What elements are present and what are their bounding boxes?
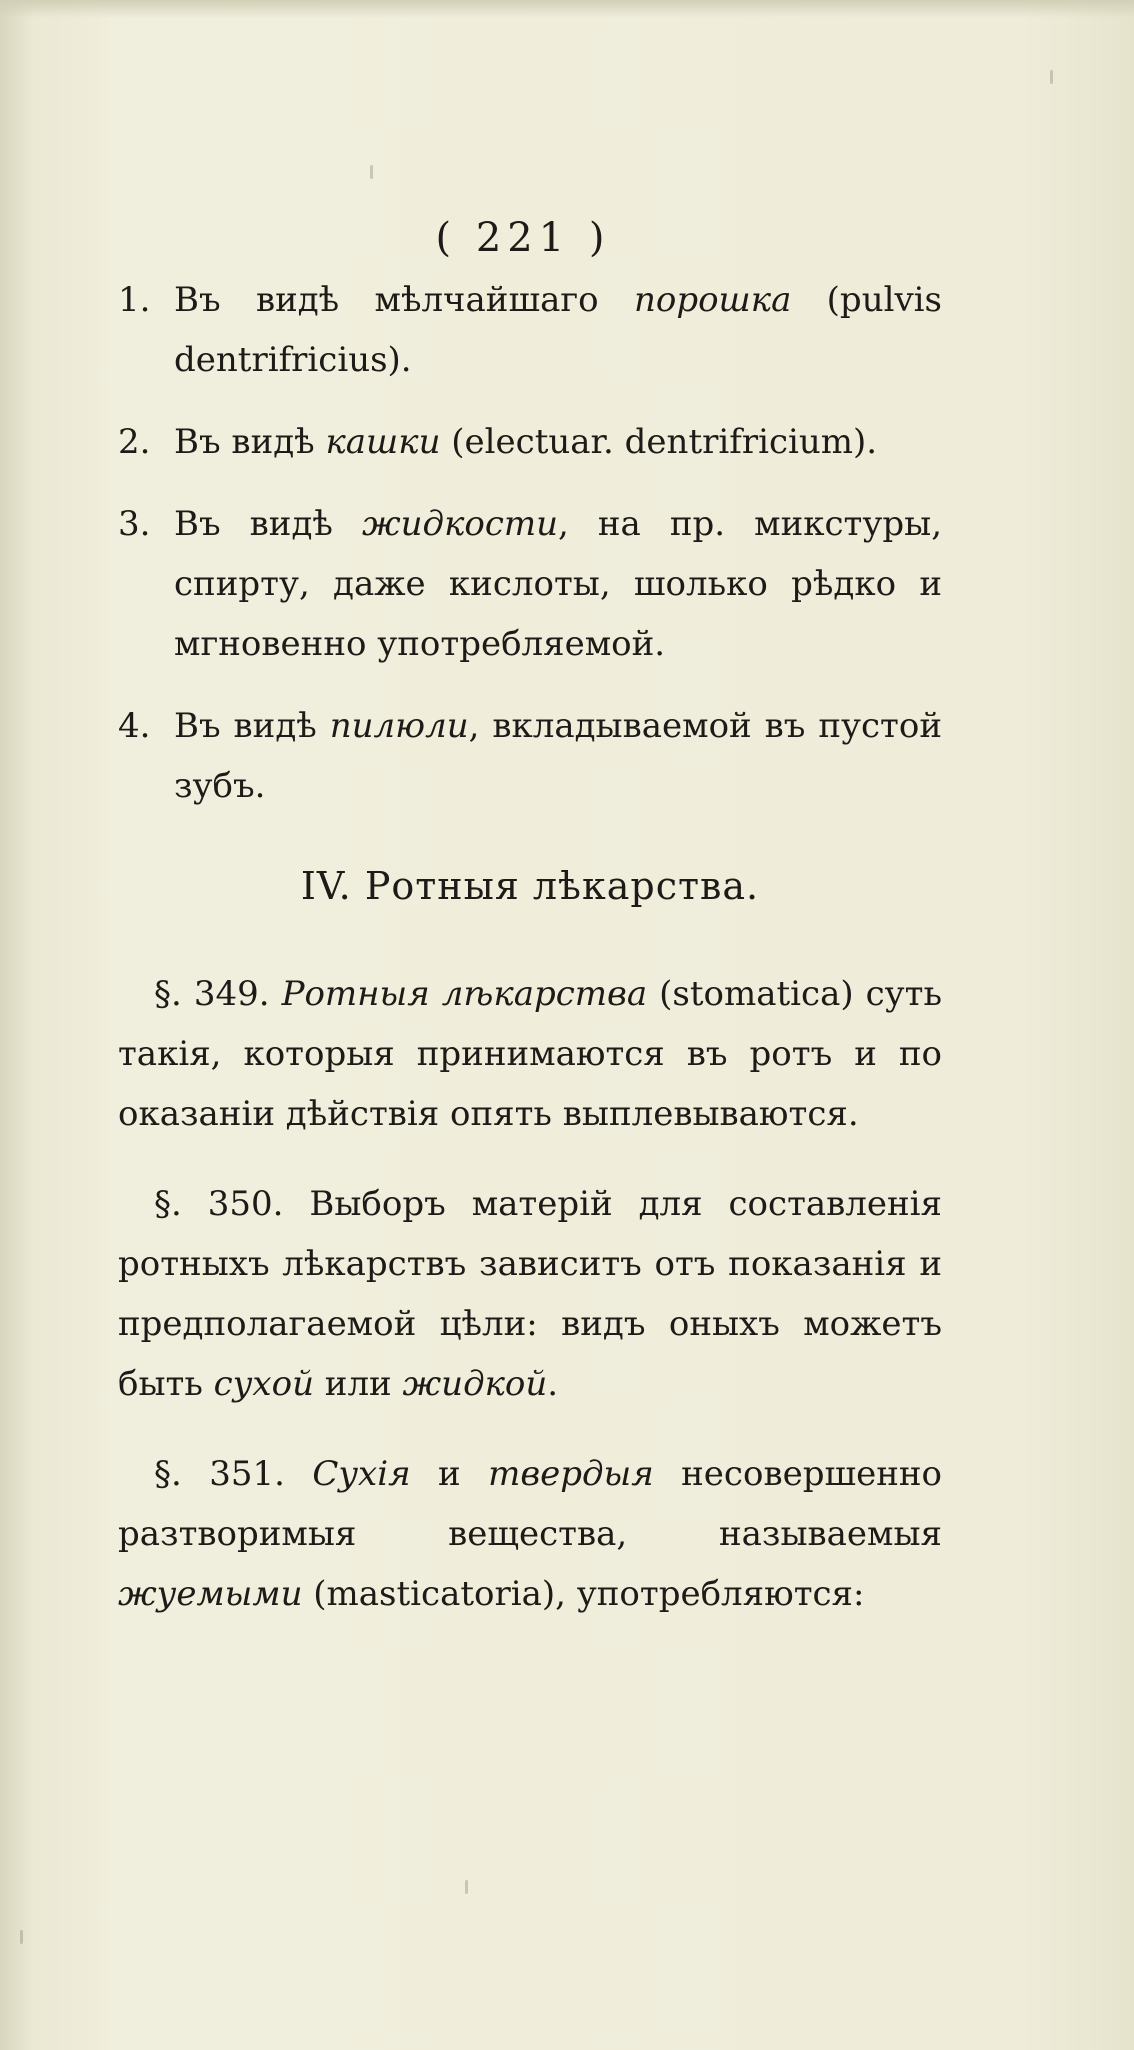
list-item-emphasis: пилюли bbox=[329, 706, 469, 746]
list-item-text-part: Въ видѣ bbox=[174, 504, 362, 544]
paragraph-text: §. 350. Выборъ матерій для составленія ротныхъ лѣкарствъ зависитъ отъ показанія и предполагаемой цѣли: видъ оныхъ можетъ быть bbox=[118, 1184, 942, 1404]
list-item bbox=[118, 412, 942, 472]
paper-speck bbox=[465, 1880, 468, 1894]
paper-speck bbox=[1050, 70, 1053, 84]
main-text bbox=[118, 270, 942, 1654]
list-item-text bbox=[174, 412, 942, 472]
list-item-text bbox=[174, 270, 942, 390]
list-item-text-part: Въ видѣ bbox=[174, 422, 326, 462]
section-heading: IV. Ротныя лѣкарства. bbox=[300, 864, 760, 908]
list-item-text-part: Въ видѣ bbox=[174, 706, 330, 746]
list-item bbox=[118, 494, 942, 674]
italic-term: твердыя bbox=[488, 1454, 654, 1494]
italic-term: жидкой bbox=[402, 1364, 548, 1404]
paragraph-349 bbox=[118, 964, 942, 1144]
list-item-emphasis: жидкости bbox=[361, 504, 559, 544]
page-number: ( 221 ) bbox=[435, 215, 611, 261]
paragraph-text: или bbox=[313, 1364, 403, 1404]
list-item bbox=[118, 696, 942, 816]
list-item-text-part: , на пр. микстуры, спирту, даже кислоты, шолько рѣдко и мгновенно употребляемой. bbox=[174, 504, 942, 664]
paper-speck bbox=[20, 1930, 23, 1944]
section-marker: §. 351. bbox=[154, 1454, 313, 1494]
paragraph-text: и bbox=[410, 1454, 489, 1494]
italic-term: жуемыми bbox=[118, 1574, 303, 1614]
paragraph-text: . bbox=[547, 1364, 559, 1404]
list-item-number: 1. bbox=[118, 280, 151, 320]
paragraph-text: (masticatoria), употребляются: bbox=[302, 1574, 865, 1614]
paragraph-text: (stomatica) суть такія, которыя принимаются въ ротъ и по оказаніи дѣйствія опять выплевываются. bbox=[118, 974, 942, 1134]
list-item-text bbox=[174, 494, 942, 674]
list-item-number: 4. bbox=[118, 706, 151, 746]
list-item-emphasis: порошка bbox=[633, 280, 792, 320]
list-item-text-part: , вкладываемой въ пустой зубъ. bbox=[174, 706, 942, 806]
italic-term: Ротныя лѣкарства bbox=[281, 974, 648, 1014]
paragraph-350 bbox=[118, 1174, 942, 1414]
list-item-text-part: (pulvis dentrifricius). bbox=[174, 280, 942, 380]
list-item-number: 2. bbox=[118, 422, 151, 462]
paragraph-351 bbox=[118, 1444, 942, 1624]
paragraph-text: несовершенно разтворимыя вещества, называемыя bbox=[118, 1454, 942, 1554]
italic-term: сухой bbox=[213, 1364, 314, 1404]
list-item-number: 3. bbox=[118, 504, 151, 544]
section-marker: §. 349. bbox=[154, 974, 282, 1014]
list-item-emphasis: кашки bbox=[325, 422, 441, 462]
list-item-text bbox=[174, 696, 942, 816]
list-item-text-part: (electuar. dentrifricium). bbox=[440, 422, 878, 462]
list-item bbox=[118, 270, 942, 390]
list-item-text-part: Въ видѣ мѣлчайшаго bbox=[174, 280, 634, 320]
paper-speck bbox=[370, 165, 373, 179]
italic-term: Сухія bbox=[312, 1454, 411, 1494]
